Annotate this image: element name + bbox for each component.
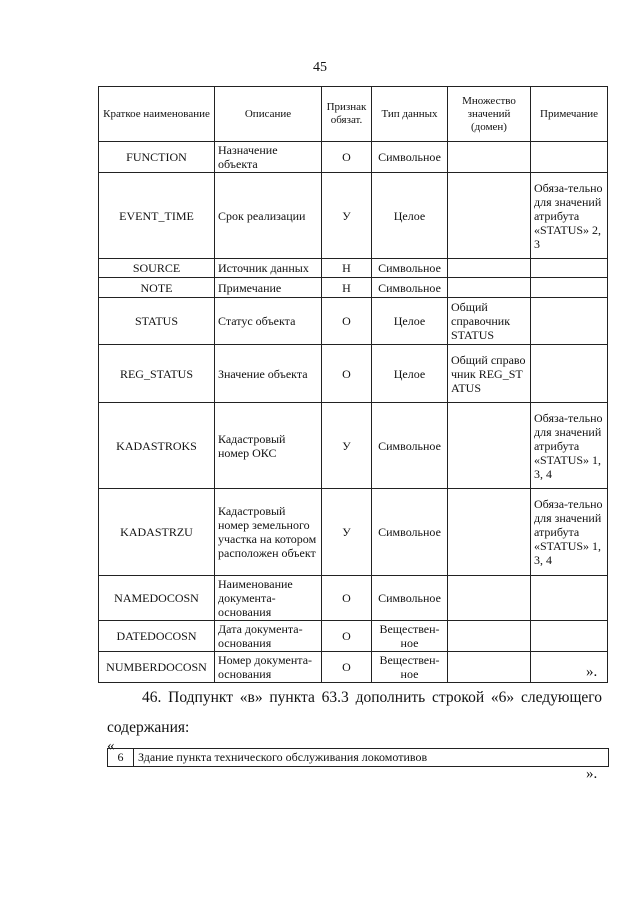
cell-note bbox=[531, 259, 608, 278]
table-row bbox=[99, 652, 608, 683]
cell-description: Значение объекта bbox=[215, 345, 322, 403]
cell-required: О bbox=[322, 298, 372, 345]
cell-domain bbox=[448, 652, 531, 683]
cell-data-type: Целое bbox=[372, 173, 448, 259]
amendment-paragraph bbox=[107, 683, 602, 743]
cell-required: О bbox=[322, 345, 372, 403]
table-row bbox=[99, 142, 608, 173]
cell-name: FUNCTION bbox=[99, 142, 215, 173]
cell-data-type: Символьное bbox=[372, 403, 448, 489]
cell-name: KADASTROKS bbox=[99, 403, 215, 489]
cell-name: NAMEDOCOSN bbox=[99, 576, 215, 621]
cell-description: Источник данных bbox=[215, 259, 322, 278]
cell-required: Н bbox=[322, 278, 372, 298]
cell-domain bbox=[448, 576, 531, 621]
table-row bbox=[99, 278, 608, 298]
cell-note: Обяза-тельно для значений атрибута «STATUS» 2, 3 bbox=[531, 173, 608, 259]
cell-data-type: Символьное bbox=[372, 576, 448, 621]
header-data-type: Тип данных bbox=[372, 87, 448, 142]
new-row-number: 6 bbox=[108, 749, 134, 767]
cell-description: Дата документа-основания bbox=[215, 621, 322, 652]
header-note: Примечание bbox=[531, 87, 608, 142]
cell-data-type: Символьное bbox=[372, 489, 448, 576]
header-short-name: Краткое наименование bbox=[99, 87, 215, 142]
cell-domain bbox=[448, 173, 531, 259]
cell-data-type: Веществен-ное bbox=[372, 652, 448, 683]
cell-note bbox=[531, 621, 608, 652]
cell-name: KADASTRZU bbox=[99, 489, 215, 576]
cell-domain bbox=[448, 621, 531, 652]
table-row bbox=[99, 259, 608, 278]
cell-required: О bbox=[322, 652, 372, 683]
new-row-table bbox=[107, 748, 609, 767]
cell-name: REG_STATUS bbox=[99, 345, 215, 403]
cell-data-type: Символьное bbox=[372, 278, 448, 298]
cell-name: DATEDOCOSN bbox=[99, 621, 215, 652]
cell-name: NOTE bbox=[99, 278, 215, 298]
cell-description: Кадастровый номер земельного участка на котором расположен объект bbox=[215, 489, 322, 576]
cell-data-type: Целое bbox=[372, 298, 448, 345]
table-header-row bbox=[99, 87, 608, 142]
cell-name: STATUS bbox=[99, 298, 215, 345]
cell-note: Обяза-тельно для значений атрибута «STATUS» 1, 3, 4 bbox=[531, 489, 608, 576]
cell-data-type: Символьное bbox=[372, 142, 448, 173]
cell-name: EVENT_TIME bbox=[99, 173, 215, 259]
cell-required: У bbox=[322, 403, 372, 489]
cell-required: У bbox=[322, 173, 372, 259]
table-row bbox=[99, 576, 608, 621]
cell-data-type: Символьное bbox=[372, 259, 448, 278]
header-domain: Множество значений (домен) bbox=[448, 87, 531, 142]
cell-domain bbox=[448, 489, 531, 576]
table-row bbox=[99, 173, 608, 259]
table-row bbox=[99, 345, 608, 403]
cell-description: Примечание bbox=[215, 278, 322, 298]
cell-domain: Общий справочник REG_STATUS bbox=[448, 345, 531, 403]
new-row-text: Здание пункта технического обслуживания локомотивов bbox=[134, 749, 609, 767]
table-row bbox=[99, 298, 608, 345]
table-row bbox=[99, 403, 608, 489]
cell-note: Обяза-тельно для значений атрибута «STATUS» 1, 3, 4 bbox=[531, 403, 608, 489]
cell-description: Номер документа-основания bbox=[215, 652, 322, 683]
header-required: Признак обязат. bbox=[322, 87, 372, 142]
header-description: Описание bbox=[215, 87, 322, 142]
cell-description: Кадастровый номер ОКС bbox=[215, 403, 322, 489]
cell-note bbox=[531, 278, 608, 298]
cell-description: Статус объекта bbox=[215, 298, 322, 345]
table-row bbox=[99, 489, 608, 576]
cell-note bbox=[531, 576, 608, 621]
cell-name: NUMBERDOCOSN bbox=[99, 652, 215, 683]
cell-description: Назначение объекта bbox=[215, 142, 322, 173]
cell-domain bbox=[448, 142, 531, 173]
cell-note bbox=[531, 345, 608, 403]
table-row bbox=[99, 621, 608, 652]
cell-data-type: Целое bbox=[372, 345, 448, 403]
cell-data-type: Веществен-ное bbox=[372, 621, 448, 652]
attributes-table bbox=[98, 86, 608, 683]
cell-note bbox=[531, 142, 608, 173]
cell-required: О bbox=[322, 621, 372, 652]
page-number: 45 bbox=[313, 60, 327, 75]
cell-required: О bbox=[322, 142, 372, 173]
cell-required: У bbox=[322, 489, 372, 576]
cell-note bbox=[531, 298, 608, 345]
cell-domain: Общий справочник STATUS bbox=[448, 298, 531, 345]
cell-description: Срок реализации bbox=[215, 173, 322, 259]
cell-required: Н bbox=[322, 259, 372, 278]
cell-description: Наименование документа-основания bbox=[215, 576, 322, 621]
closing-quote: ». bbox=[586, 766, 598, 782]
cell-required: О bbox=[322, 576, 372, 621]
table-row bbox=[108, 749, 609, 767]
amendment-text: 46. Подпункт «в» пункта 63.3 дополнить строкой «6» следующего содержания: bbox=[107, 689, 602, 736]
cell-domain bbox=[448, 259, 531, 278]
cell-domain bbox=[448, 278, 531, 298]
closing-quote: ». bbox=[586, 664, 598, 680]
opening-quote: « bbox=[107, 738, 115, 754]
cell-domain bbox=[448, 403, 531, 489]
cell-name: SOURCE bbox=[99, 259, 215, 278]
